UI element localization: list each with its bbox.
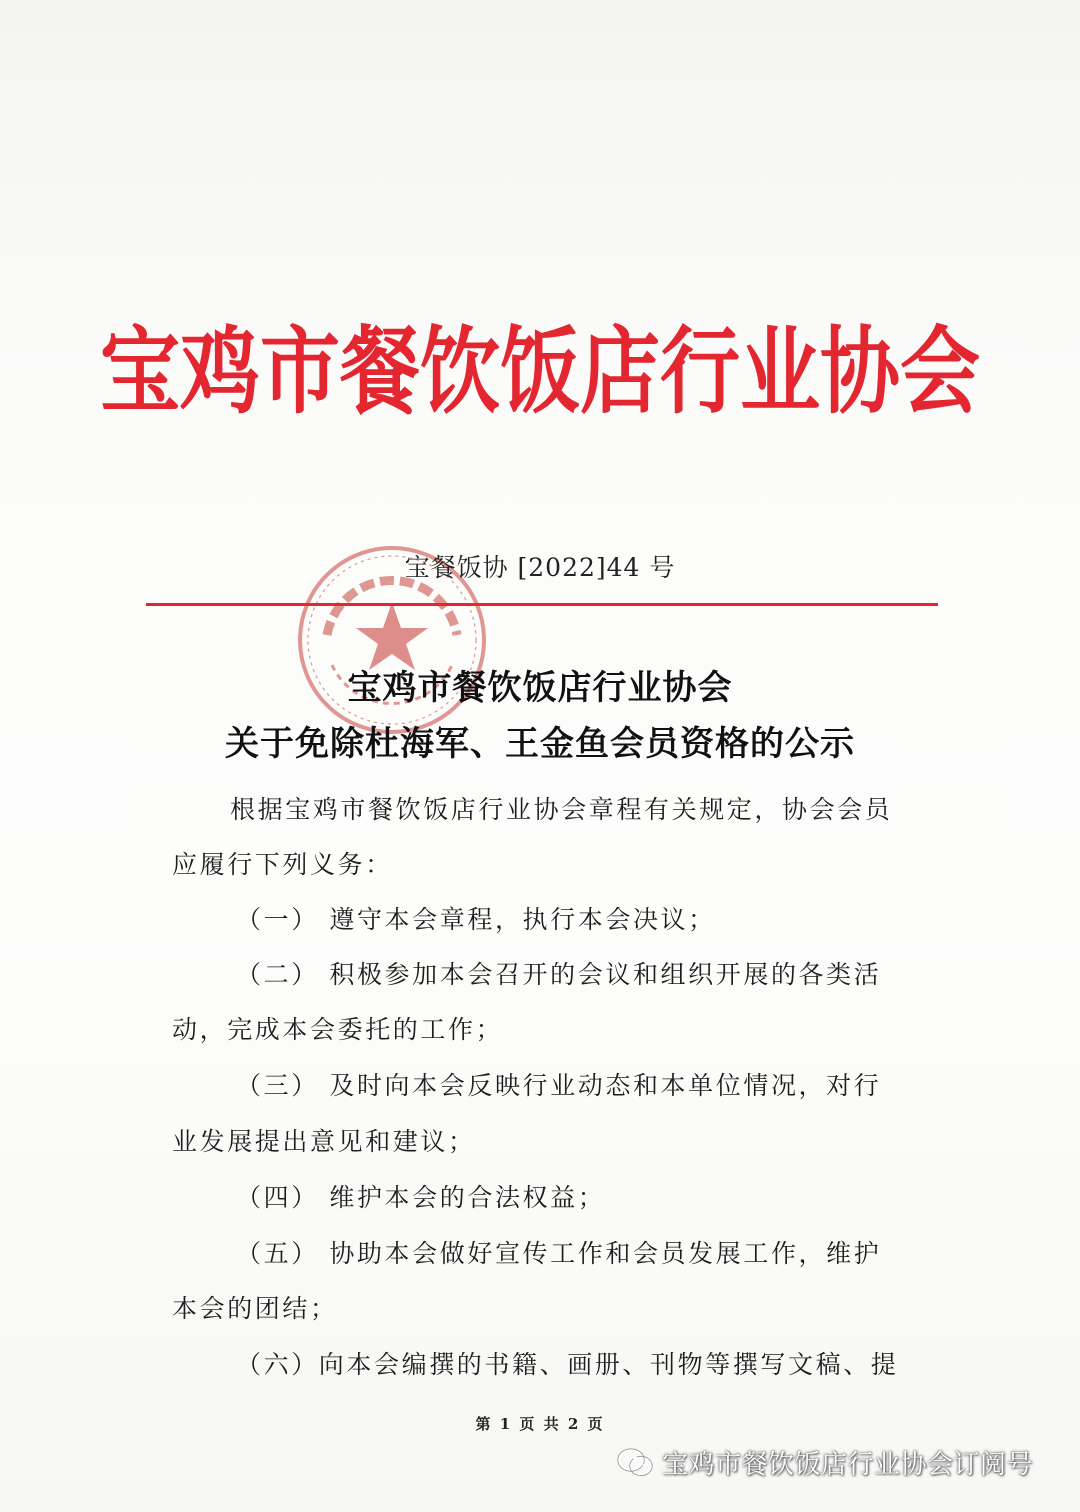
document-number: 宝餐饭协 [2022]44 号 <box>404 553 676 582</box>
notice-title-line-2: 关于免除杜海军、王金鱼会员资格的公示 <box>225 724 855 764</box>
org-header-title: 宝鸡市餐饮饭店行业协会 <box>100 315 980 427</box>
notice-title-line-1: 宝鸡市餐饮饭店行业协会 <box>347 668 733 708</box>
body-line: 根据宝鸡市餐饮饭店行业协会章程有关规定，协会会员 <box>230 795 893 824</box>
watermark-text: 宝鸡市餐饮饭店行业协会订阅号 <box>662 1450 1034 1480</box>
body-line: 应履行下列义务： <box>172 850 393 879</box>
body-line: （二） 积极参加本会召开的会议和组织开展的各类活 <box>236 960 882 989</box>
body-line: （五） 协助本会做好宣传工作和会员发展工作，维护 <box>236 1239 882 1268</box>
body-line: 本会的团结； <box>172 1294 338 1323</box>
body-line: 动，完成本会委托的工作； <box>172 1015 504 1044</box>
body-line: （三） 及时向本会反映行业动态和本单位情况，对行 <box>236 1071 882 1100</box>
body-line: 业发展提出意见和建议； <box>172 1127 476 1156</box>
body-line: （六）向本会编撰的书籍、画册、刊物等撰写文稿、提 <box>236 1350 899 1379</box>
subscription-watermark <box>616 1444 1033 1481</box>
page-number-footer: 第 1 页 共 2 页 <box>475 1415 605 1433</box>
body-line: （一） 遵守本会章程，执行本会决议； <box>236 905 716 934</box>
wechat-icon <box>616 1447 654 1479</box>
red-divider-line <box>146 603 938 606</box>
body-line: （四） 维护本会的合法权益； <box>236 1183 606 1212</box>
